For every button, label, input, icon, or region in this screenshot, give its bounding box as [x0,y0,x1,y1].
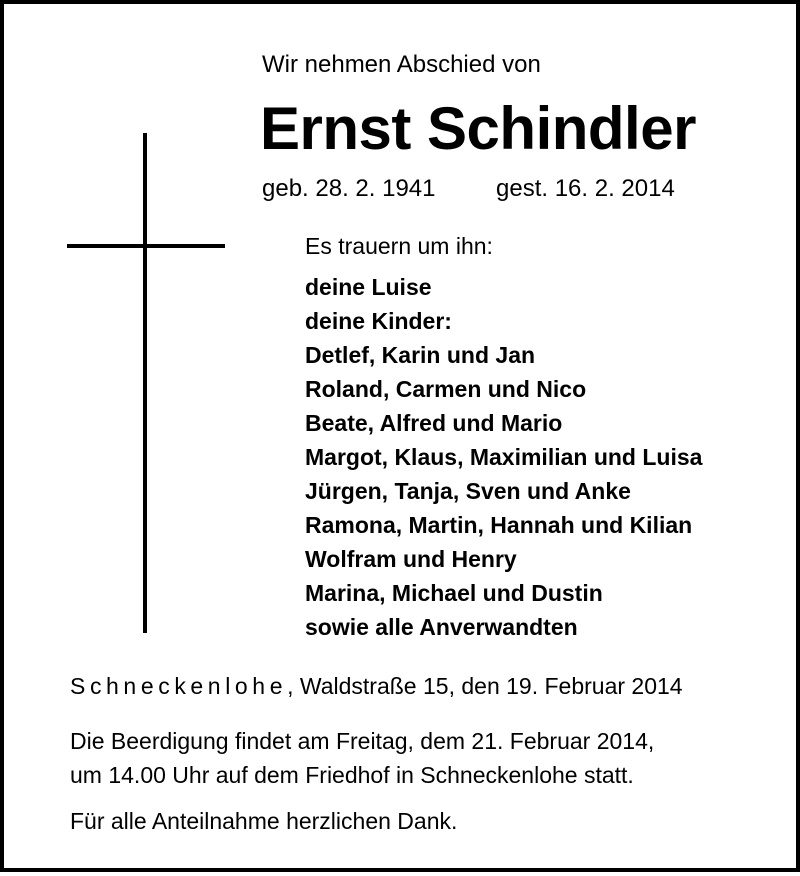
funeral-info [70,724,654,792]
mourners-intro: Es trauern um ihn: [305,233,493,259]
mourner-line: Roland, Carmen und Nico [305,376,587,402]
death-date: gest. 16. 2. 2014 [496,175,675,202]
mourner-line: Ramona, Martin, Hannah und Kilian [305,512,693,538]
mourner-line: Beate, Alfred und Mario [305,410,563,436]
funeral-line-1: Die Beerdigung findet am Freitag, dem 21. Februar 2014, [70,728,655,754]
funeral-line-2: um 14.00 Uhr auf dem Friedhof in Schneckenlohe statt. [70,762,634,788]
mourner-line: deine Luise [305,274,432,300]
mourner-line: Jürgen, Tanja, Sven und Anke [305,478,631,504]
mourner-line: sowie alle Anverwandten [305,614,578,640]
mourner-line: Margot, Klaus, Maximilian und Luisa [305,444,703,470]
mourner-line: Marina, Michael und Dustin [305,580,603,606]
deceased-name: Ernst Schindler [260,95,696,162]
place-name: Schneckenlohe [70,673,288,699]
mourner-line: deine Kinder: [305,308,452,334]
address-date: , Waldstraße 15, den 19. Februar 2014 [287,673,683,699]
intro-text: Wir nehmen Abschied von [262,51,541,78]
thanks-text: Für alle Anteilnahme herzlichen Dank. [70,808,458,834]
place-date-line [70,671,683,701]
birth-date: geb. 28. 2. 1941 [262,175,436,202]
mourner-line: Wolfram und Henry [305,546,517,572]
mourners-list [305,270,702,644]
cross-horizontal-bar [67,244,225,248]
mourner-line: Detlef, Karin und Jan [305,342,536,368]
cross-vertical-bar [143,133,147,633]
